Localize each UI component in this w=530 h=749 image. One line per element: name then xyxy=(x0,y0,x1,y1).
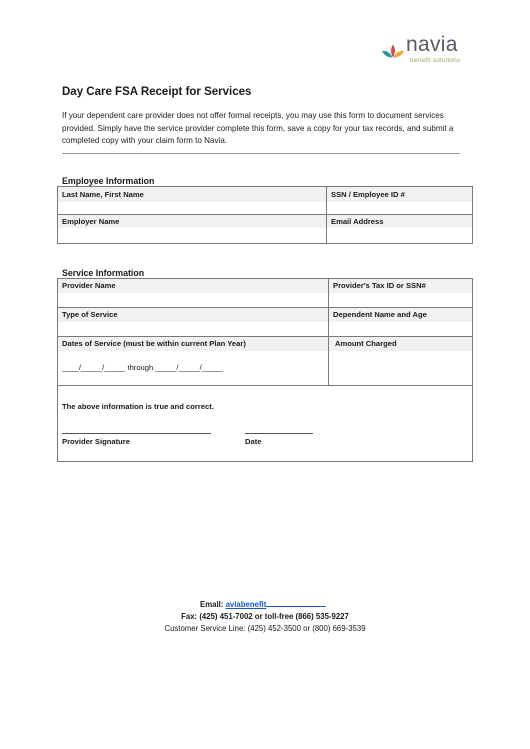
date-range-fields[interactable]: ____/_____/_____ through _____/_____/_____ xyxy=(62,363,223,372)
amount-charged-label: Amount Charged xyxy=(335,339,397,348)
provider-name-label: Provider Name xyxy=(62,281,116,290)
intro-text: If your dependent care provider does not offer formal receipts, you may use this form to document services provided. Simply have the service provider complete this form, save a copy for your tax records, and submit a completed copy with your claim form to Navia. xyxy=(62,111,454,146)
employee-row2-header xyxy=(58,215,472,228)
provider-tax-id-label: Provider's Tax ID or SSN# xyxy=(333,281,426,290)
ssn-label: SSN / Employee ID # xyxy=(331,190,405,199)
type-of-service-label: Type of Service xyxy=(62,310,118,319)
date-label: Date xyxy=(245,437,262,446)
email-link[interactable]: aviabenefit xyxy=(225,600,267,609)
provider-signature-line[interactable] xyxy=(62,433,211,434)
employee-col-divider xyxy=(326,187,327,243)
provider-signature-label: Provider Signature xyxy=(62,437,130,446)
email-label: Email: xyxy=(200,600,224,609)
brand-name: navia xyxy=(406,33,458,56)
dates-of-service-label: Dates of Service (must be within current Plan Year) xyxy=(62,339,246,348)
certification-statement: The above information is true and correct. xyxy=(62,402,214,411)
service-section-heading: Service Information xyxy=(62,268,145,278)
employer-name-label: Employer Name xyxy=(62,217,120,226)
service-col-divider xyxy=(328,279,329,386)
date-signature-line[interactable] xyxy=(245,433,313,434)
employee-section-heading: Employee Information xyxy=(62,176,155,186)
service-row-divider-3 xyxy=(58,385,472,386)
footer-customer-service: Customer Service Line: (425) 452-3500 or (800) 669-3539 xyxy=(164,624,366,633)
email-address-label: Email Address xyxy=(331,217,384,226)
page-title: Day Care FSA Receipt for Services xyxy=(62,86,252,98)
last-first-name-label: Last Name, First Name xyxy=(62,190,144,199)
dependent-name-age-label: Dependent Name and Age xyxy=(333,310,427,319)
service-table xyxy=(57,278,473,462)
footer-fax-line: Fax: (425) 451-7002 or toll-free (866) 535-9227 xyxy=(181,612,349,621)
employee-table xyxy=(57,186,473,244)
email-link-underline xyxy=(266,606,326,607)
service-row-divider-2 xyxy=(58,336,472,337)
navia-logo-mark xyxy=(380,38,406,68)
brand-tagline: benefit solutions xyxy=(410,57,461,64)
footer-email-line xyxy=(180,600,350,609)
service-row-divider-1 xyxy=(58,307,472,308)
divider xyxy=(62,153,460,154)
employee-row-divider xyxy=(58,214,472,215)
